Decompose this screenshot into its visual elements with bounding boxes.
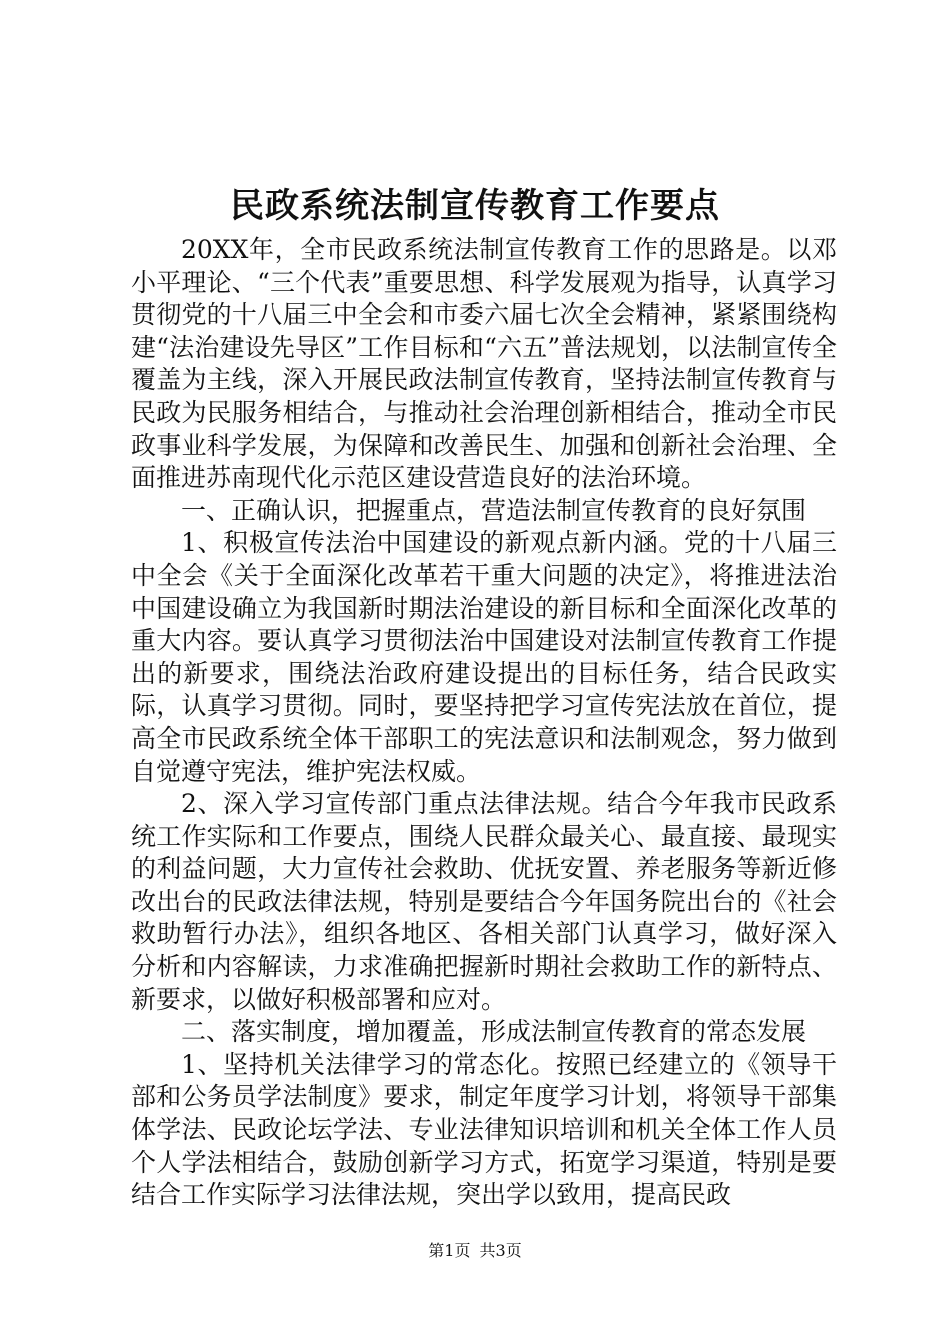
document-title: 民政系统法制宣传教育工作要点 [230, 186, 720, 226]
page-footer [0, 1240, 950, 1262]
page-total: 共3页 [479, 1241, 522, 1260]
paragraph-2-1: 1、坚持机关法律学习的常态化。按照已经建立的《领导干部和公务员学法制度》要求，制定年度学习计划，将领导干部集体学法、民政论坛学法、专业法律知识培训和机关全体工作人员个人学法相结合，鼓励创新学习方式，拓宽学习渠道，特别是要结合工作实际学习法律法规，突出学以致用，提高民政 [131, 1049, 837, 1210]
section-heading-2: 二、落实制度，增加覆盖，形成法制宣传教育的常态发展 [181, 1017, 807, 1047]
page-number: 第1页 [428, 1241, 471, 1260]
paragraph-intro: 20XX年，全市民政系统法制宣传教育工作的思路是。以邓小平理论、“三个代表”重要思想、科学发展观为指导，认真学习贯彻党的十八届三中全会和市委六届七次全会精神，紧紧围绕构建“法治建设先导区”工作目标和“六五”普法规划，以法制宣传全覆盖为主线，深入开展民政法制宣传教育，坚持法制宣传教育与民政为民服务相结合，与推动社会治理创新相结合，推动全市民政事业科学发展，为保障和改善民生、加强和创新社会治理、全面推进苏南现代化示范区建设营造良好的法治环境。 [131, 235, 837, 493]
document-body [131, 234, 837, 1212]
paragraph-1-1: 1、积极宣传法治中国建设的新观点新内涵。党的十八届三中全会《关于全面深化改革若干重大问题的决定》，将推进法治中国建设确立为我国新时期法治建设的新目标和全面深化改革的重大内容。要认真学习贯彻法治中国建设对法制宣传教育工作提出的新要求，围绕法治政府建设提出的目标任务，结合民政实际，认真学习贯彻。同时，要坚持把学习宣传宪法放在首位，提高全市民政系统全体干部职工的宪法意识和法制观念，努力做到自觉遵守宪法，维护宪法权威。 [131, 528, 837, 786]
paragraph-1-2: 2、深入学习宣传部门重点法律法规。结合今年我市民政系统工作实际和工作要点，围绕人民群众最关心、最直接、最现实的利益问题，大力宣传社会救助、优抚安置、养老服务等新近修改出台的民政法律法规，特别是要结合今年国务院出台的《社会救助暂行办法》，组织各地区、各相关部门认真学习，做好深入分析和内容解读，力求准确把握新时期社会救助工作的新特点、新要求，以做好积极部署和应对。 [131, 789, 837, 1014]
section-heading-1: 一、正确认识，把握重点，营造法制宣传教育的良好氛围 [181, 495, 807, 525]
